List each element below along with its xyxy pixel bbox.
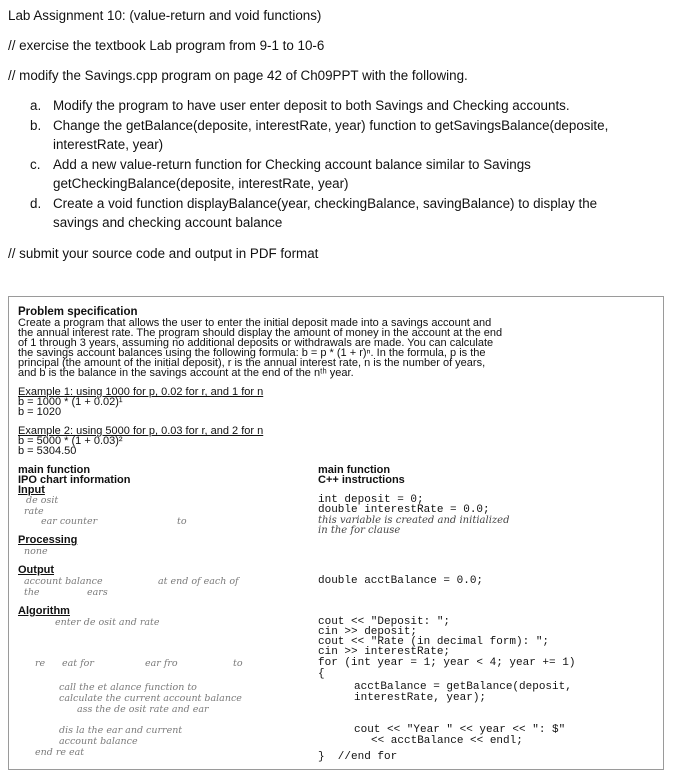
- task-text-cont: getCheckingBalance(deposite, interestRate, year): [53, 176, 349, 191]
- example-1-line: b = 1020: [18, 406, 62, 418]
- ipo-right-heading-1: main function: [318, 464, 391, 476]
- problem-box: [8, 296, 664, 770]
- code-for-loop: for (int year = 1; year < 4; year += 1): [318, 657, 576, 669]
- task-text: Change the getBalance(deposite, interestRate, year) function to getSavingsBalance(deposite,: [53, 118, 609, 133]
- code-decl: int deposit = 0;: [318, 494, 424, 506]
- input-note: to: [177, 516, 187, 527]
- output-note: account balance: [24, 576, 103, 587]
- input-label: Input: [18, 484, 45, 496]
- algorithm-step: account balance: [59, 736, 138, 747]
- output-note: the: [24, 587, 40, 598]
- problem-line: and b is the balance in the savings account at the end of the nᵗʰ year.: [18, 367, 354, 379]
- problem-line: principal (the amount of the initial deposit), r is the annual interest rate, n is the number of years,: [18, 357, 486, 369]
- task-text-cont: interestRate, year): [53, 137, 164, 152]
- input-note: de osit: [26, 495, 59, 506]
- output-note: ears: [87, 587, 108, 598]
- output-note: at end of each of: [158, 576, 239, 587]
- code-input: cout << "Rate (in decimal form): ";: [318, 636, 550, 648]
- example-2-line: b = 5000 * (1 + 0.03)²: [18, 435, 123, 447]
- example-2-line: b = 5304.50: [18, 445, 77, 457]
- task-text: Add a new value-return function for Checking account balance similar to Savings: [53, 157, 531, 172]
- ipo-left-heading-2: IPO chart information: [18, 474, 131, 486]
- code-input: cout << "Deposit: ";: [318, 616, 451, 628]
- code-input: cin >> deposit;: [318, 626, 418, 638]
- problem-line: of 1 through 3 years, assuming no additional deposits or withdrawals are made. You can calculate: [18, 337, 494, 349]
- code-output: cout << "Year " << year << ": $": [354, 724, 566, 736]
- code-input: cin >> interestRate;: [318, 646, 451, 658]
- submit-note: // submit your source code and output in PDF format: [8, 246, 319, 261]
- code-calc: interestRate, year);: [354, 692, 487, 704]
- input-note: ear counter: [41, 516, 98, 527]
- code-note: in the for clause: [318, 525, 401, 536]
- algorithm-step: call the et alance function to: [59, 682, 197, 693]
- example-1-title: Example 1: using 1000 for p, 0.02 for r, and 1 for n: [18, 386, 264, 398]
- problem-heading: Problem specification: [18, 306, 138, 318]
- problem-line: the savings account balances using the following formula: b = p * (1 + r)ⁿ. In the formula, p is the: [18, 347, 486, 359]
- code-end-for: } //end for: [318, 751, 398, 763]
- algorithm-step: ass the de osit rate and ear: [77, 704, 209, 715]
- code-calc: acctBalance = getBalance(deposit,: [354, 681, 572, 693]
- algorithm-step: calculate the current account balance: [59, 693, 242, 704]
- ipo-right-heading-2: C++ instructions: [318, 474, 405, 486]
- code-open-brace: {: [318, 668, 325, 680]
- task-text-cont: savings and checking account balance: [53, 215, 283, 230]
- code-note: this variable is created and initialized: [318, 515, 510, 526]
- task-letter: a.: [30, 98, 42, 113]
- example-2-title: Example 2: using 5000 for p, 0.03 for r, and 2 for n: [18, 425, 264, 437]
- task-text: Create a void function displayBalance(year, checkingBalance, savingBalance) to display the: [53, 196, 598, 211]
- algorithm-step: re: [35, 658, 46, 669]
- task-letter: c.: [30, 157, 41, 172]
- algorithm-step: eat for: [62, 658, 94, 669]
- task-letter: b.: [30, 118, 42, 133]
- algorithm-label: Algorithm: [18, 605, 70, 617]
- problem-line: Create a program that allows the user to enter the initial deposit made into a savings account and: [18, 317, 492, 329]
- input-note: rate: [24, 506, 44, 517]
- algorithm-step: to: [233, 658, 243, 669]
- processing-label: Processing: [18, 534, 78, 546]
- comment-line-2: // modify the Savings.cpp program on page 42 of Ch09PPT with the following.: [8, 68, 468, 83]
- algorithm-step: enter de osit and rate: [55, 617, 160, 628]
- algorithm-step: end re eat: [35, 747, 85, 758]
- example-1-line: b = 1000 * (1 + 0.02)¹: [18, 396, 123, 408]
- code-output: << acctBalance << endl;: [371, 735, 523, 747]
- assignment-title: Lab Assignment 10: (value-return and void functions): [8, 8, 322, 23]
- code-acct-decl: double acctBalance = 0.0;: [318, 575, 484, 587]
- code-decl: double interestRate = 0.0;: [318, 504, 490, 516]
- comment-line-1: // exercise the textbook Lab program from 9-1 to 10-6: [8, 38, 325, 53]
- task-text: Modify the program to have user enter deposit to both Savings and Checking accounts.: [53, 98, 570, 113]
- processing-note: none: [24, 546, 48, 557]
- ipo-left-heading-1: main function: [18, 464, 91, 476]
- algorithm-step: ear fro: [145, 658, 178, 669]
- task-letter: d.: [30, 196, 42, 211]
- problem-line: the annual interest rate. The program should display the amount of money in the account at the end: [18, 327, 503, 339]
- output-label: Output: [18, 564, 55, 576]
- algorithm-step: dis la the ear and current: [59, 725, 183, 736]
